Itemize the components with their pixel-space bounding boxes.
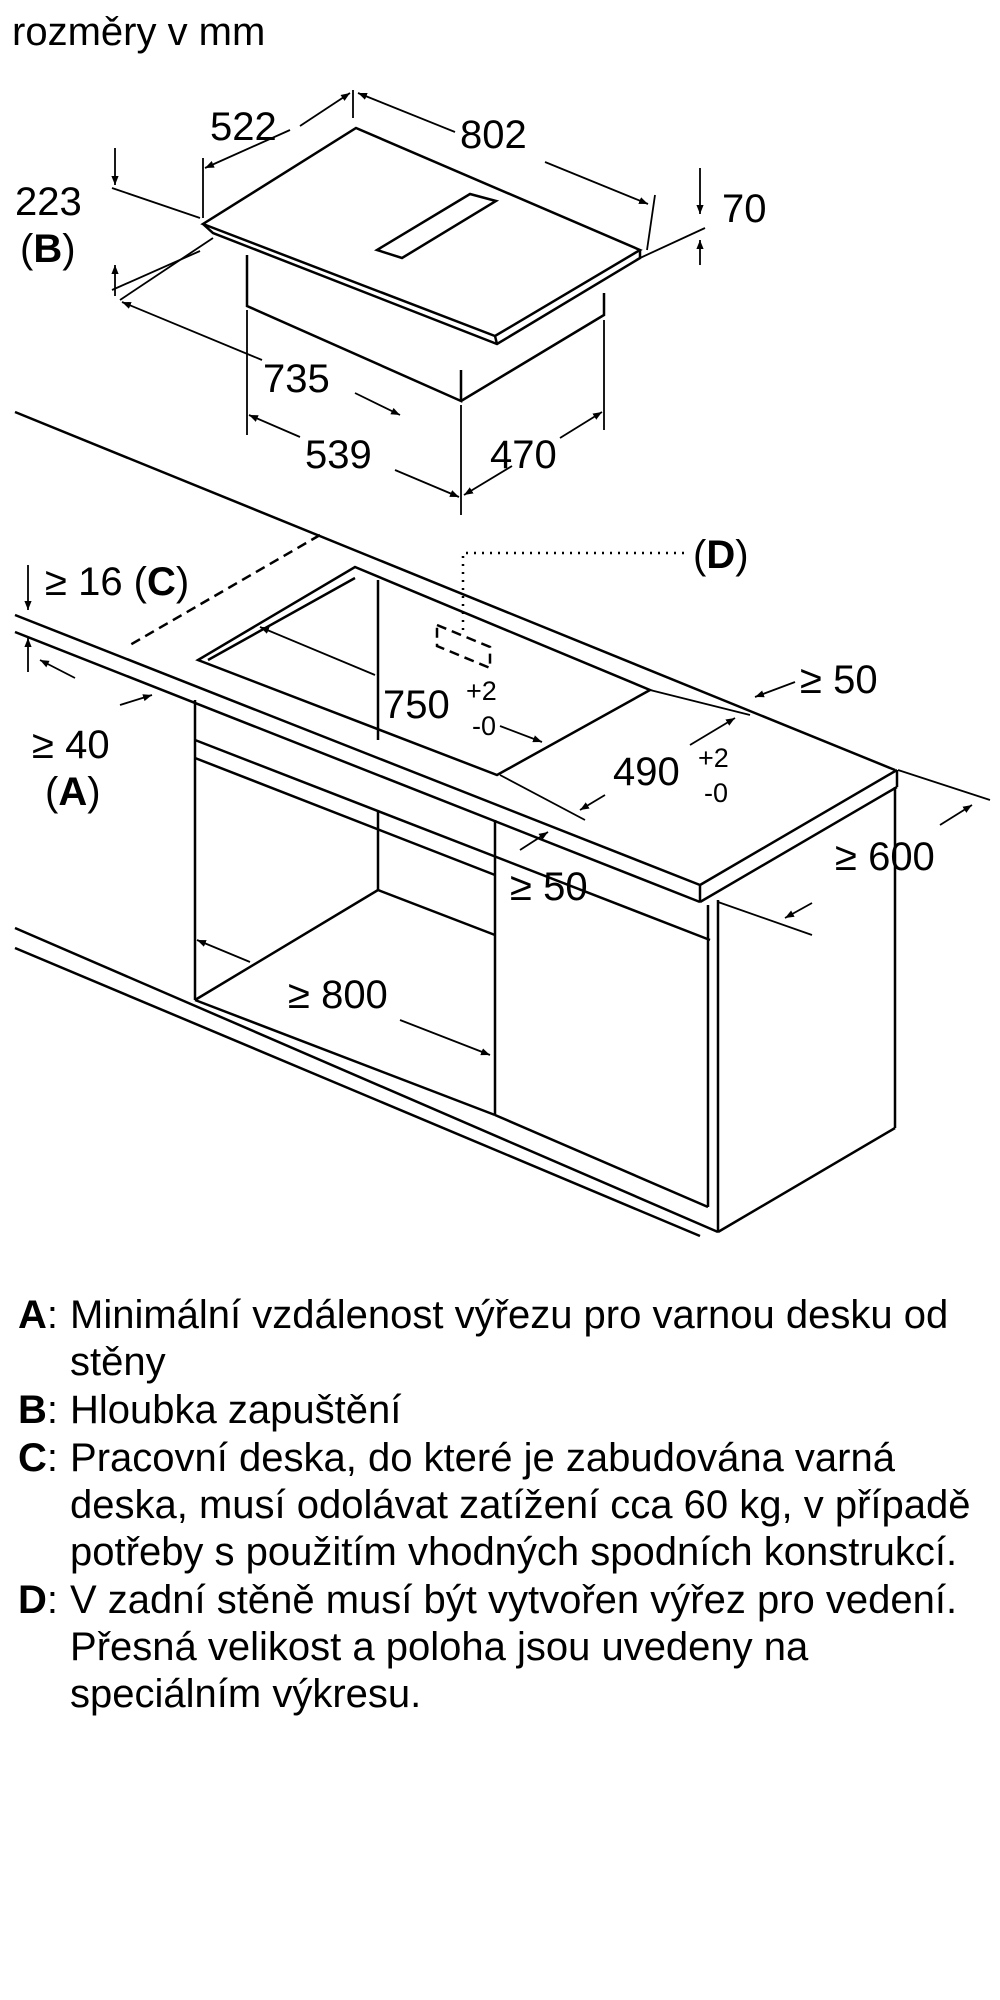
cutout-depth-value: 490 [613,750,680,794]
legend-item-a: A : Minimální vzdálenost výřezu pro varnou desku od stěny [18,1292,978,1386]
hob-cutout-width-label: 735 [263,357,330,401]
ref-c: C [147,560,176,604]
legend-key: A [18,1293,47,1337]
legend-text: V zadní stěně musí být vytvořen výřez pro vedení. Přesná velikost a poloha jsou uvedeny na speciálním výkresu. [70,1578,958,1716]
legend-item-d: D : V zadní stěně musí být vytvořen výřez pro vedení. Přesná velikost a poloha jsou uvedeny na speciálním výkresu. [18,1577,978,1718]
legend-key: D [18,1578,47,1622]
ref-a: A [58,770,88,814]
wall-distance-ref: (A) [45,770,101,814]
ref-d-label: (D) [693,533,749,577]
cutout-depth-label [613,750,680,794]
hob-total-depth-ref: (B) [20,227,76,271]
worktop-depth-label: ≥ 600 [835,835,935,879]
worktop-illustration [15,412,897,1236]
legend [18,1292,978,1719]
cutout-depth-tol-plus: +2 [698,743,729,773]
ref-d: D [706,533,736,577]
legend-text: Pracovní deska, do které je zabudována varná deska, musí odolávat zatížení cca 60 kg, v případě potřeby s použitím vhodných spodních konstrukcí. [70,1436,971,1574]
ref-b: B [33,227,63,271]
hob-thickness-label: 70 [722,187,767,231]
side-distance-label: ≥ 50 [800,658,878,702]
hob-body-width-label: 539 [305,433,372,477]
legend-text: Minimální vzdálenost výřezu pro varnou desku od stěny [70,1293,949,1384]
cutout-width-tol-plus: +2 [466,676,497,706]
wall-distance-label: ≥ 40 [32,723,110,767]
cutout-depth-tol-minus: -0 [704,778,729,808]
cutout-width-tol-minus: -0 [472,711,497,741]
hob-width-label: 802 [460,113,527,157]
hob-body-depth-label: 470 [490,433,557,477]
cabinet-width-label: ≥ 800 [288,973,388,1017]
diagram-title: rozměry v mm [12,10,266,54]
legend-text: Hloubka zapuštění [70,1388,402,1432]
worktop-thickness-label: ≥ 16 (C) [45,560,190,604]
legend-key: C [18,1436,47,1480]
cutout-width-value: 750 [383,683,450,727]
worktop-thickness-value: ≥ 16 [45,560,123,604]
hob-total-depth-label: 223 [15,180,82,224]
front-distance-label: ≥ 50 [510,865,588,909]
legend-item-c: C : Pracovní deska, do které je zabudována varná deska, musí odolávat zatížení cca 60 kg, v případě potřeby s použitím vhodných spodních konstrukcí. [18,1435,978,1576]
legend-key: B [18,1388,47,1432]
legend-item-b: B : Hloubka zapuštění [18,1387,978,1434]
cutout-width-label [383,683,450,727]
hob-depth-label: 522 [210,105,277,149]
